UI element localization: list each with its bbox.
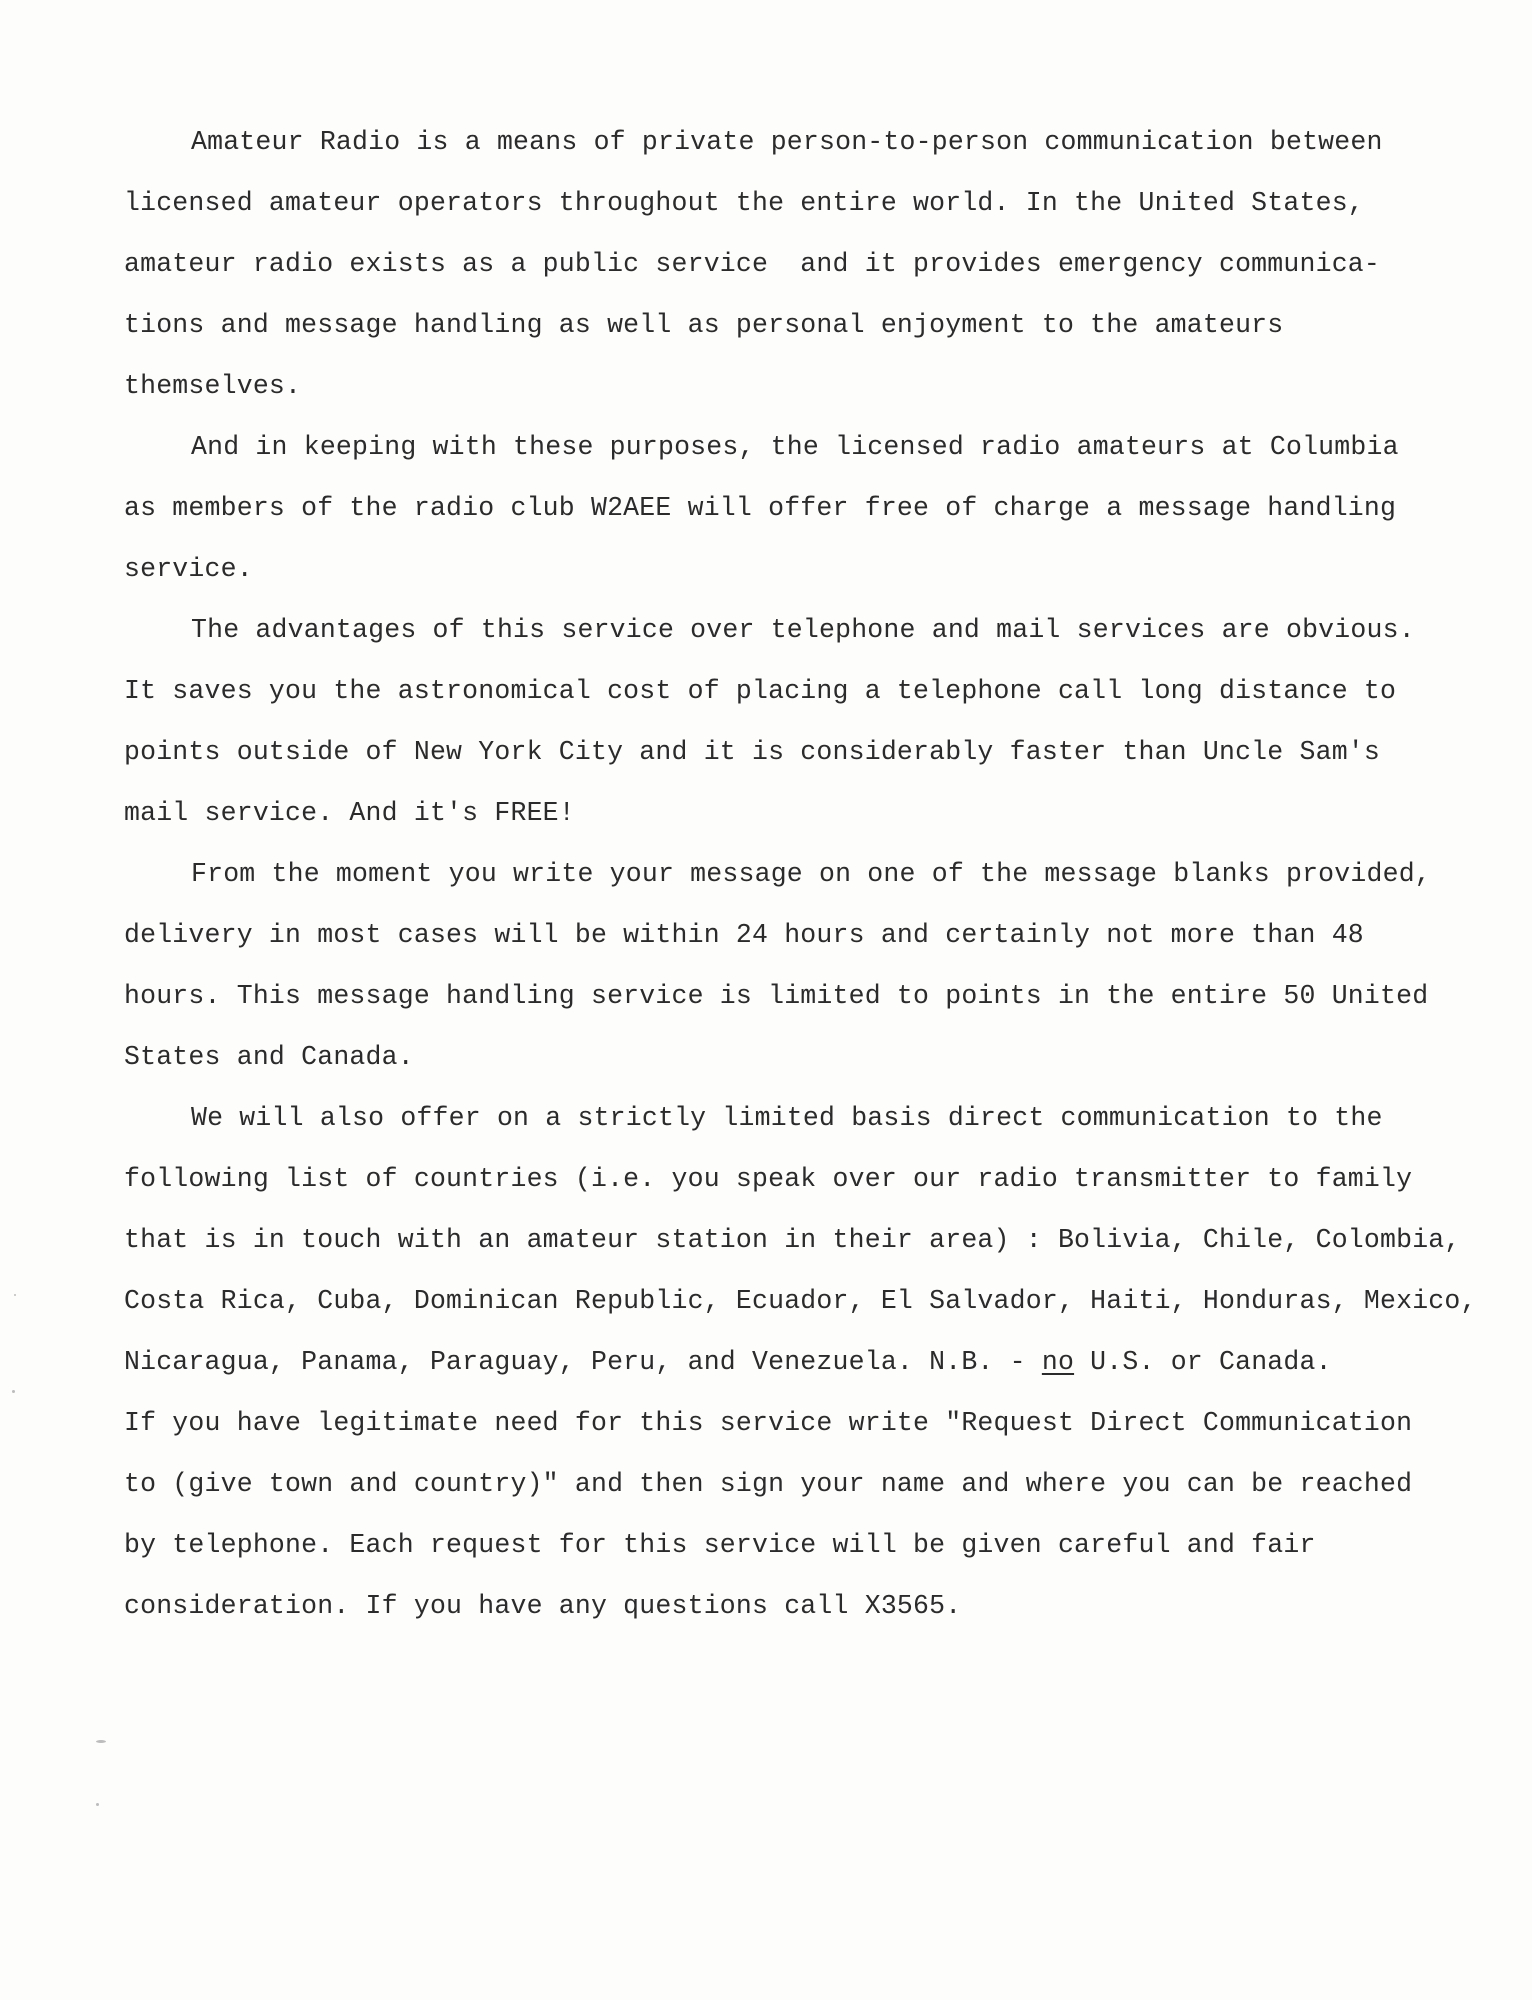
- underlined-word: no: [1041, 1347, 1075, 1377]
- text-line: delivery in most cases will be within 24 hours and certainly not more than 48: [124, 920, 1364, 950]
- text-line: It saves you the astronomical cost of placing a telephone call long distance to: [124, 676, 1397, 706]
- text-line: The advantages of this service over telephone and mail services are obvious.: [191, 615, 1415, 645]
- scan-speck: [96, 1740, 106, 1743]
- text-line: Costa Rica, Cuba, Dominican Republic, Ecuador, El Salvador, Haiti, Honduras, Mexico,: [124, 1286, 1477, 1316]
- text-line: themselves.: [124, 371, 302, 401]
- text-line: If you have legitimate need for this service write "Request Direct Communication: [124, 1408, 1413, 1438]
- text-line: We will also offer on a strictly limited basis direct communication to the: [191, 1103, 1383, 1133]
- text-line: licensed amateur operators throughout the entire world. In the United States,: [124, 188, 1364, 218]
- text-line: amateur radio exists as a public service and it provides emergency communica-: [124, 249, 1381, 279]
- scan-speck: [12, 1390, 15, 1393]
- text-line: that is in touch with an amateur station in their area) : Bolivia, Chile, Colombia,: [124, 1225, 1461, 1255]
- text-line: hours. This message handling service is limited to points in the entire 50 United: [124, 981, 1429, 1011]
- text-line: tions and message handling as well as personal enjoyment to the amateurs: [124, 310, 1284, 340]
- text-line-with-underline: [124, 1332, 1524, 1393]
- scan-speck: [14, 1294, 16, 1296]
- text-line: From the moment you write your message on one of the message blanks provided,: [191, 859, 1431, 889]
- text-line: points outside of New York City and it is considerably faster than Uncle Sam's: [124, 737, 1381, 767]
- text-segment: Nicaragua, Panama, Paraguay, Peru, and Venezuela. N.B. -: [124, 1347, 1042, 1377]
- text-line: mail service. And it's FREE!: [124, 798, 575, 828]
- text-segment: U.S. or Canada.: [1074, 1347, 1332, 1377]
- text-line: States and Canada.: [124, 1042, 414, 1072]
- text-line: following list of countries (i.e. you speak over our radio transmitter to family: [124, 1164, 1413, 1194]
- typed-letter-body: [124, 112, 1524, 1637]
- text-line: Amateur Radio is a means of private person-to-person communication between: [191, 127, 1383, 157]
- text-line: consideration. If you have any questions call X3565.: [124, 1591, 962, 1621]
- text-line: to (give town and country)" and then sign your name and where you can be reached: [124, 1469, 1413, 1499]
- text-line: as members of the radio club W2AEE will offer free of charge a message handling: [124, 493, 1397, 523]
- text-line: service.: [124, 554, 253, 584]
- text-line: by telephone. Each request for this service will be given careful and fair: [124, 1530, 1316, 1560]
- scan-speck: [96, 1803, 99, 1806]
- text-line: And in keeping with these purposes, the licensed radio amateurs at Columbia: [191, 432, 1399, 462]
